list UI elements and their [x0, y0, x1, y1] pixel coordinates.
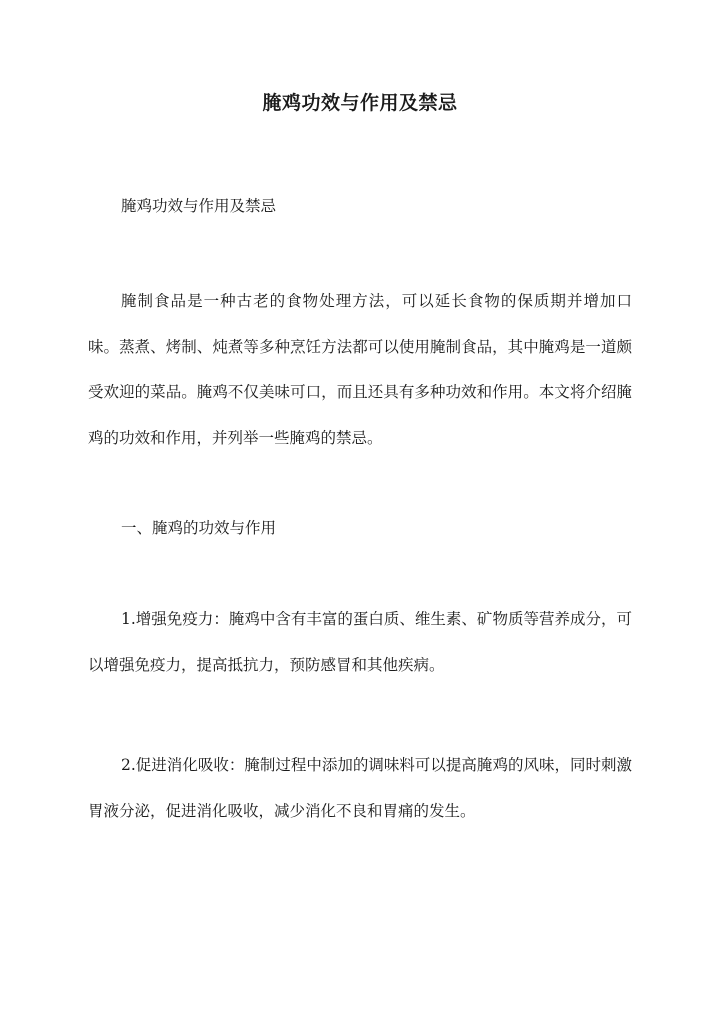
benefit-item-digestion: 2.促进消化吸收：腌制过程中添加的调味料可以提高腌鸡的风味，同时刺激胃液分泌，促进消化吸收，减少消化不良和胃痛的发生。	[88, 756, 632, 820]
benefit-item-immunity: 1.增强免疫力：腌鸡中含有丰富的蛋白质、维生素、矿物质等营养成分，可以增强免疫力，提高抵抗力，预防感冒和其他疾病。	[88, 610, 632, 674]
document-subtitle: 腌鸡功效与作用及禁忌	[121, 197, 277, 215]
intro-paragraph: 腌制食品是一种古老的食物处理方法，可以延长食物的保质期并增加口味。蒸煮、烤制、炖煮等多种烹饪方法都可以使用腌制食品，其中腌鸡是一道颇受欢迎的菜品。腌鸡不仅美味可口，而且还具有多种功效和作用。本文将介绍腌鸡的功效和作用，并列举一些腌鸡的禁忌。	[88, 292, 632, 447]
document-title: 腌鸡功效与作用及禁忌	[262, 92, 458, 114]
section-heading-benefits: 一、腌鸡的功效与作用	[121, 519, 277, 537]
